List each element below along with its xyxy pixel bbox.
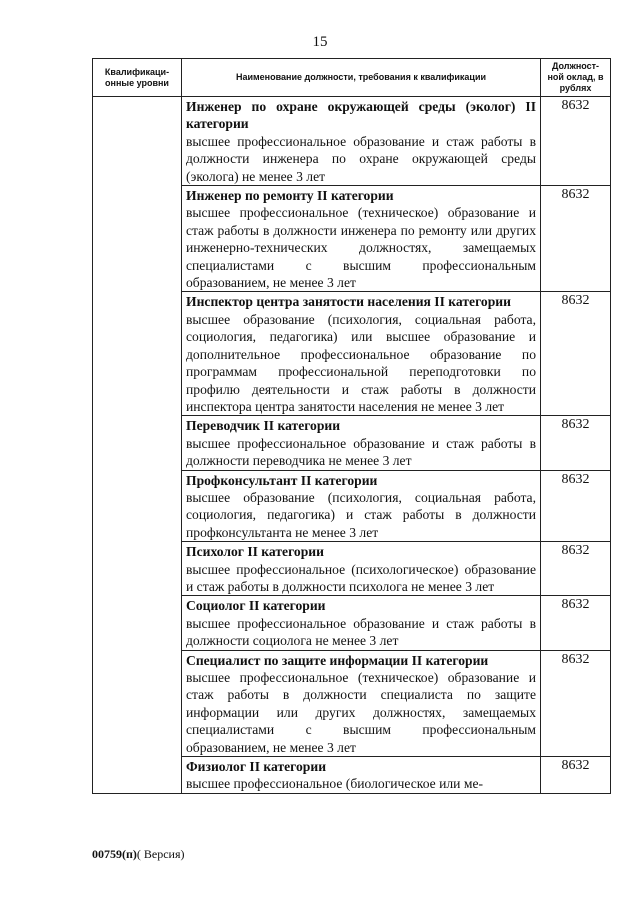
salary-cell: 8632 (541, 416, 611, 470)
document-footer (92, 847, 185, 862)
header-levels: Квалификаци-онные уровни (93, 59, 182, 97)
page-number: 15 (312, 34, 328, 50)
position-requirements: высшее образование (психология, социальная работа, социология, педагогика) или высшее образование и дополнительное профессиональное образование по программам профессиональной переподготовки по профилю деятельности и стаж работы в должности инспектора центра занятости населения не менее 3 лет (186, 311, 536, 414)
salary-cell: 8632 (541, 596, 611, 650)
position-requirements: высшее профессиональное (биологическое или ме- (186, 776, 483, 792)
qualification-table (92, 58, 611, 794)
salary-cell: 8632 (541, 542, 611, 596)
position-requirements: высшее профессиональное образование и стаж работы в должности социолога не менее 3 лет (186, 615, 536, 649)
position-description-cell (182, 650, 541, 756)
table-body (93, 97, 611, 794)
position-title: Психолог II категории (186, 544, 324, 560)
position-title: Переводчик II категории (186, 418, 341, 434)
position-requirements: высшее профессиональное образование и стаж работы в должности переводчика не менее 3 лет (186, 435, 536, 469)
position-description-cell (182, 186, 541, 292)
salary-cell: 8632 (541, 292, 611, 416)
position-requirements: высшее профессиональное образование и стаж работы в должности инженера по охране окружающей среды (эколога) не менее 3 лет (186, 133, 536, 184)
table-row (93, 97, 611, 186)
position-title: Специалист по защите информации II категории (186, 652, 489, 668)
header-salary: Должност-ной оклад, в рублях (541, 59, 611, 97)
document-version: ( Версия) (136, 847, 185, 861)
position-description-cell (182, 542, 541, 596)
position-title: Физиолог II категории (186, 759, 327, 775)
salary-cell: 8632 (541, 186, 611, 292)
position-description-cell (182, 757, 541, 794)
position-description-cell (182, 97, 541, 186)
position-requirements: высшее профессиональное (техническое) образование и стаж работы в должности специалиста по защите информации или других должностях, замещаемых специалистами с высшим профессиональным образованием, не менее 3 лет (186, 670, 536, 755)
position-description-cell (182, 596, 541, 650)
position-title: Инженер по ремонту II категории (186, 188, 394, 204)
header-position: Наименование должности, требования к квалификации (182, 59, 541, 97)
qualification-level-cell (93, 97, 182, 794)
position-requirements: высшее образование (психология, социальная работа, социология, педагогика) и стаж работы в должности профконсультанта не менее 3 лет (186, 489, 536, 540)
position-title: Профконсультант II категории (186, 472, 378, 488)
salary-cell: 8632 (541, 470, 611, 542)
position-requirements: высшее профессиональное (техническое) образование и стаж работы в должности инженера по ремонту или других инженерно-технических должностях, замещаемых специалистами с высшим профессиональным образованием, не менее 3 лет (186, 205, 536, 291)
position-requirements: высшее профессиональное (психологическое) образование и стаж работы в должности психолога не менее 3 лет (186, 561, 536, 594)
position-title: Инспектор центра занятости населения II категории (186, 294, 511, 310)
position-title: Инженер по охране окружающей среды (эколог) II категории (186, 99, 536, 132)
salary-cell: 8632 (541, 97, 611, 186)
position-description-cell (182, 416, 541, 470)
position-title: Социолог II категории (186, 598, 326, 614)
position-description-cell (182, 470, 541, 542)
position-description-cell (182, 292, 541, 416)
salary-cell: 8632 (541, 757, 611, 794)
salary-cell: 8632 (541, 650, 611, 756)
document-code: 00759(п) (92, 847, 137, 861)
table-header-row (93, 59, 611, 97)
